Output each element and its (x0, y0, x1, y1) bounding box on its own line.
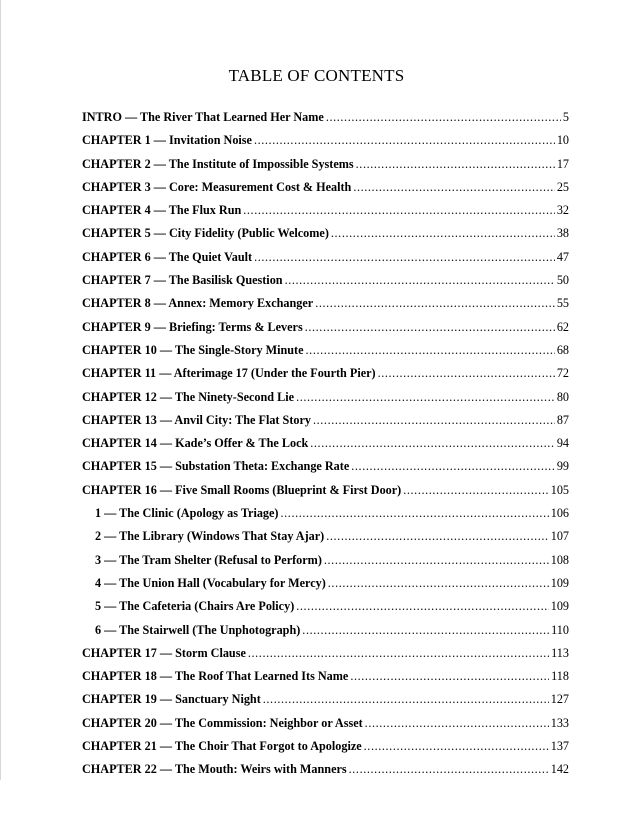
dot-leader (364, 735, 549, 758)
dot-leader (254, 246, 555, 269)
toc-entry-title: CHAPTER 14 — Kade’s Offer & The Lock (82, 436, 309, 451)
toc-entry[interactable] (82, 362, 569, 385)
dot-leader (353, 176, 554, 199)
toc-entry-title: CHAPTER 8 — Annex: Memory Exchanger (82, 296, 314, 311)
toc-entry-title: CHAPTER 7 — The Basilisk Question (82, 273, 283, 288)
dot-leader (281, 502, 549, 525)
toc-page-number: 109 (550, 599, 569, 614)
dot-leader (305, 316, 555, 339)
toc-entry-title: 2 — The Library (Windows That Stay Ajar) (95, 529, 325, 544)
toc-entry-title: CHAPTER 15 — Substation Theta: Exchange Rate (82, 459, 350, 474)
dot-leader (296, 386, 555, 409)
dot-leader (302, 619, 549, 642)
toc-page-number: 105 (550, 482, 569, 497)
toc-subentry[interactable] (82, 572, 569, 595)
toc-page-number: 87 (556, 412, 569, 427)
dot-leader (243, 199, 555, 222)
toc-page-number: 127 (550, 692, 569, 707)
toc-entry-title: 1 — The Clinic (Apology as Triage) (95, 506, 279, 521)
dot-leader (349, 758, 549, 781)
toc-entry[interactable] (82, 455, 569, 478)
toc-page-number: 68 (556, 342, 569, 357)
toc-entry[interactable] (82, 222, 569, 245)
dot-leader (285, 269, 555, 292)
toc-subentry[interactable] (82, 549, 569, 572)
toc-entry-title: 3 — The Tram Shelter (Refusal to Perform) (95, 552, 322, 567)
toc-entry-title: CHAPTER 12 — The Ninety-Second Lie (82, 389, 295, 404)
toc-entry-title: CHAPTER 21 — The Choir That Forgot to Apologize (82, 739, 362, 754)
toc-page-number: 99 (556, 459, 569, 474)
toc-entry[interactable] (82, 269, 569, 292)
toc-subentry[interactable] (82, 619, 569, 642)
toc-entry-title: CHAPTER 5 — City Fidelity (Public Welcome) (82, 226, 329, 241)
toc-page-number: 133 (550, 715, 569, 730)
toc-entry-title: 6 — The Stairwell (The Unphotograph) (95, 622, 301, 637)
toc-entry-title: CHAPTER 11 — Afterimage 17 (Under the Fourth Pier) (82, 366, 376, 381)
toc-entry-title: CHAPTER 4 — The Flux Run (82, 203, 242, 218)
toc-page-number: 10 (556, 133, 569, 148)
toc-entry[interactable] (82, 176, 569, 199)
toc-entry[interactable] (82, 199, 569, 222)
dot-leader (328, 572, 549, 595)
toc-page-number: 108 (550, 552, 569, 567)
toc-page-number: 110 (551, 622, 569, 637)
toc-entry[interactable] (82, 409, 569, 432)
dot-leader (254, 129, 555, 152)
toc-page-number: 32 (556, 203, 569, 218)
toc-entry-title: CHAPTER 9 — Briefing: Terms & Levers (82, 319, 303, 334)
dot-leader (310, 432, 555, 455)
toc-subentry[interactable] (82, 595, 569, 618)
toc-page-number: 137 (550, 739, 569, 754)
toc-entry[interactable] (82, 688, 569, 711)
dot-leader (313, 409, 555, 432)
dot-leader (263, 688, 549, 711)
toc-entry-title: CHAPTER 3 — Core: Measurement Cost & Health (82, 179, 352, 194)
toc-page-number: 55 (556, 296, 569, 311)
toc-entry-title: CHAPTER 20 — The Commission: Neighbor or Asset (82, 715, 363, 730)
toc-page-number: 50 (556, 273, 569, 288)
toc-entry-title: CHAPTER 2 — The Institute of Impossible Systems (82, 156, 354, 171)
toc-entry-title: CHAPTER 10 — The Single-Story Minute (82, 342, 304, 357)
toc-page-number: 5 (562, 110, 569, 124)
toc-entry-title: CHAPTER 18 — The Roof That Learned Its Name (82, 669, 349, 684)
table-of-contents (82, 106, 569, 782)
toc-entry[interactable] (82, 246, 569, 269)
dot-leader (331, 222, 555, 245)
toc-entry[interactable] (82, 758, 569, 781)
dot-leader (403, 479, 548, 502)
toc-page-number: 106 (550, 506, 569, 521)
dot-leader (356, 153, 555, 176)
dot-leader (350, 665, 549, 688)
toc-entry-title: CHAPTER 22 — The Mouth: Weirs with Manners (82, 762, 347, 777)
toc-entry[interactable] (82, 479, 569, 502)
toc-page-number: 94 (556, 436, 569, 451)
toc-entry[interactable] (82, 386, 569, 409)
toc-page-number: 17 (556, 156, 569, 171)
toc-entry[interactable] (82, 665, 569, 688)
toc-entry-title: 5 — The Cafeteria (Chairs Are Policy) (95, 599, 295, 614)
toc-entry-title: CHAPTER 1 — Invitation Noise (82, 133, 252, 148)
dot-leader (306, 339, 555, 362)
dot-leader (315, 292, 555, 315)
page-title: TABLE OF CONTENTS (228, 66, 405, 86)
toc-entry-title: CHAPTER 13 — Anvil City: The Flat Story (82, 412, 311, 427)
dot-leader (365, 712, 549, 735)
toc-page-number: 142 (550, 762, 569, 777)
toc-page-number: 80 (556, 389, 569, 404)
toc-page-number: 107 (550, 529, 569, 544)
dot-leader (326, 106, 561, 129)
toc-page-number: 118 (551, 669, 569, 684)
toc-entry[interactable] (82, 339, 569, 362)
dot-leader (378, 362, 555, 385)
toc-entry-title: CHAPTER 17 — Storm Clause (82, 645, 246, 660)
dot-leader (351, 455, 555, 478)
toc-entry[interactable] (82, 735, 569, 758)
toc-entry[interactable] (82, 153, 569, 176)
toc-page-number: 25 (556, 179, 569, 194)
toc-entry[interactable] (82, 432, 569, 455)
dot-leader (296, 595, 548, 618)
toc-entry-title: CHAPTER 19 — Sanctuary Night (82, 692, 261, 707)
page-border (0, 0, 1, 780)
toc-entry-title: INTRO — The River That Learned Her Name (82, 110, 324, 124)
toc-entry-title: CHAPTER 6 — The Quiet Vault (82, 249, 253, 264)
toc-entry[interactable] (82, 712, 569, 735)
toc-entry[interactable] (82, 316, 569, 339)
toc-entry[interactable] (82, 292, 569, 315)
toc-page-number: 47 (556, 249, 569, 264)
toc-entry[interactable] (82, 106, 569, 129)
dot-leader (324, 549, 549, 572)
toc-page-number: 109 (550, 575, 569, 590)
toc-page-number: 62 (556, 319, 569, 334)
toc-entry[interactable] (82, 642, 569, 665)
toc-page-number: 72 (556, 366, 569, 381)
toc-page-number: 113 (551, 645, 569, 660)
toc-entry-title: 4 — The Union Hall (Vocabulary for Mercy) (95, 575, 326, 590)
toc-entry-title: CHAPTER 16 — Five Small Rooms (Blueprint & First Door) (82, 482, 402, 497)
dot-leader (248, 642, 549, 665)
toc-subentry[interactable] (82, 525, 569, 548)
toc-page-number: 38 (556, 226, 569, 241)
dot-leader (326, 525, 548, 548)
toc-entry[interactable] (82, 129, 569, 152)
toc-subentry[interactable] (82, 502, 569, 525)
